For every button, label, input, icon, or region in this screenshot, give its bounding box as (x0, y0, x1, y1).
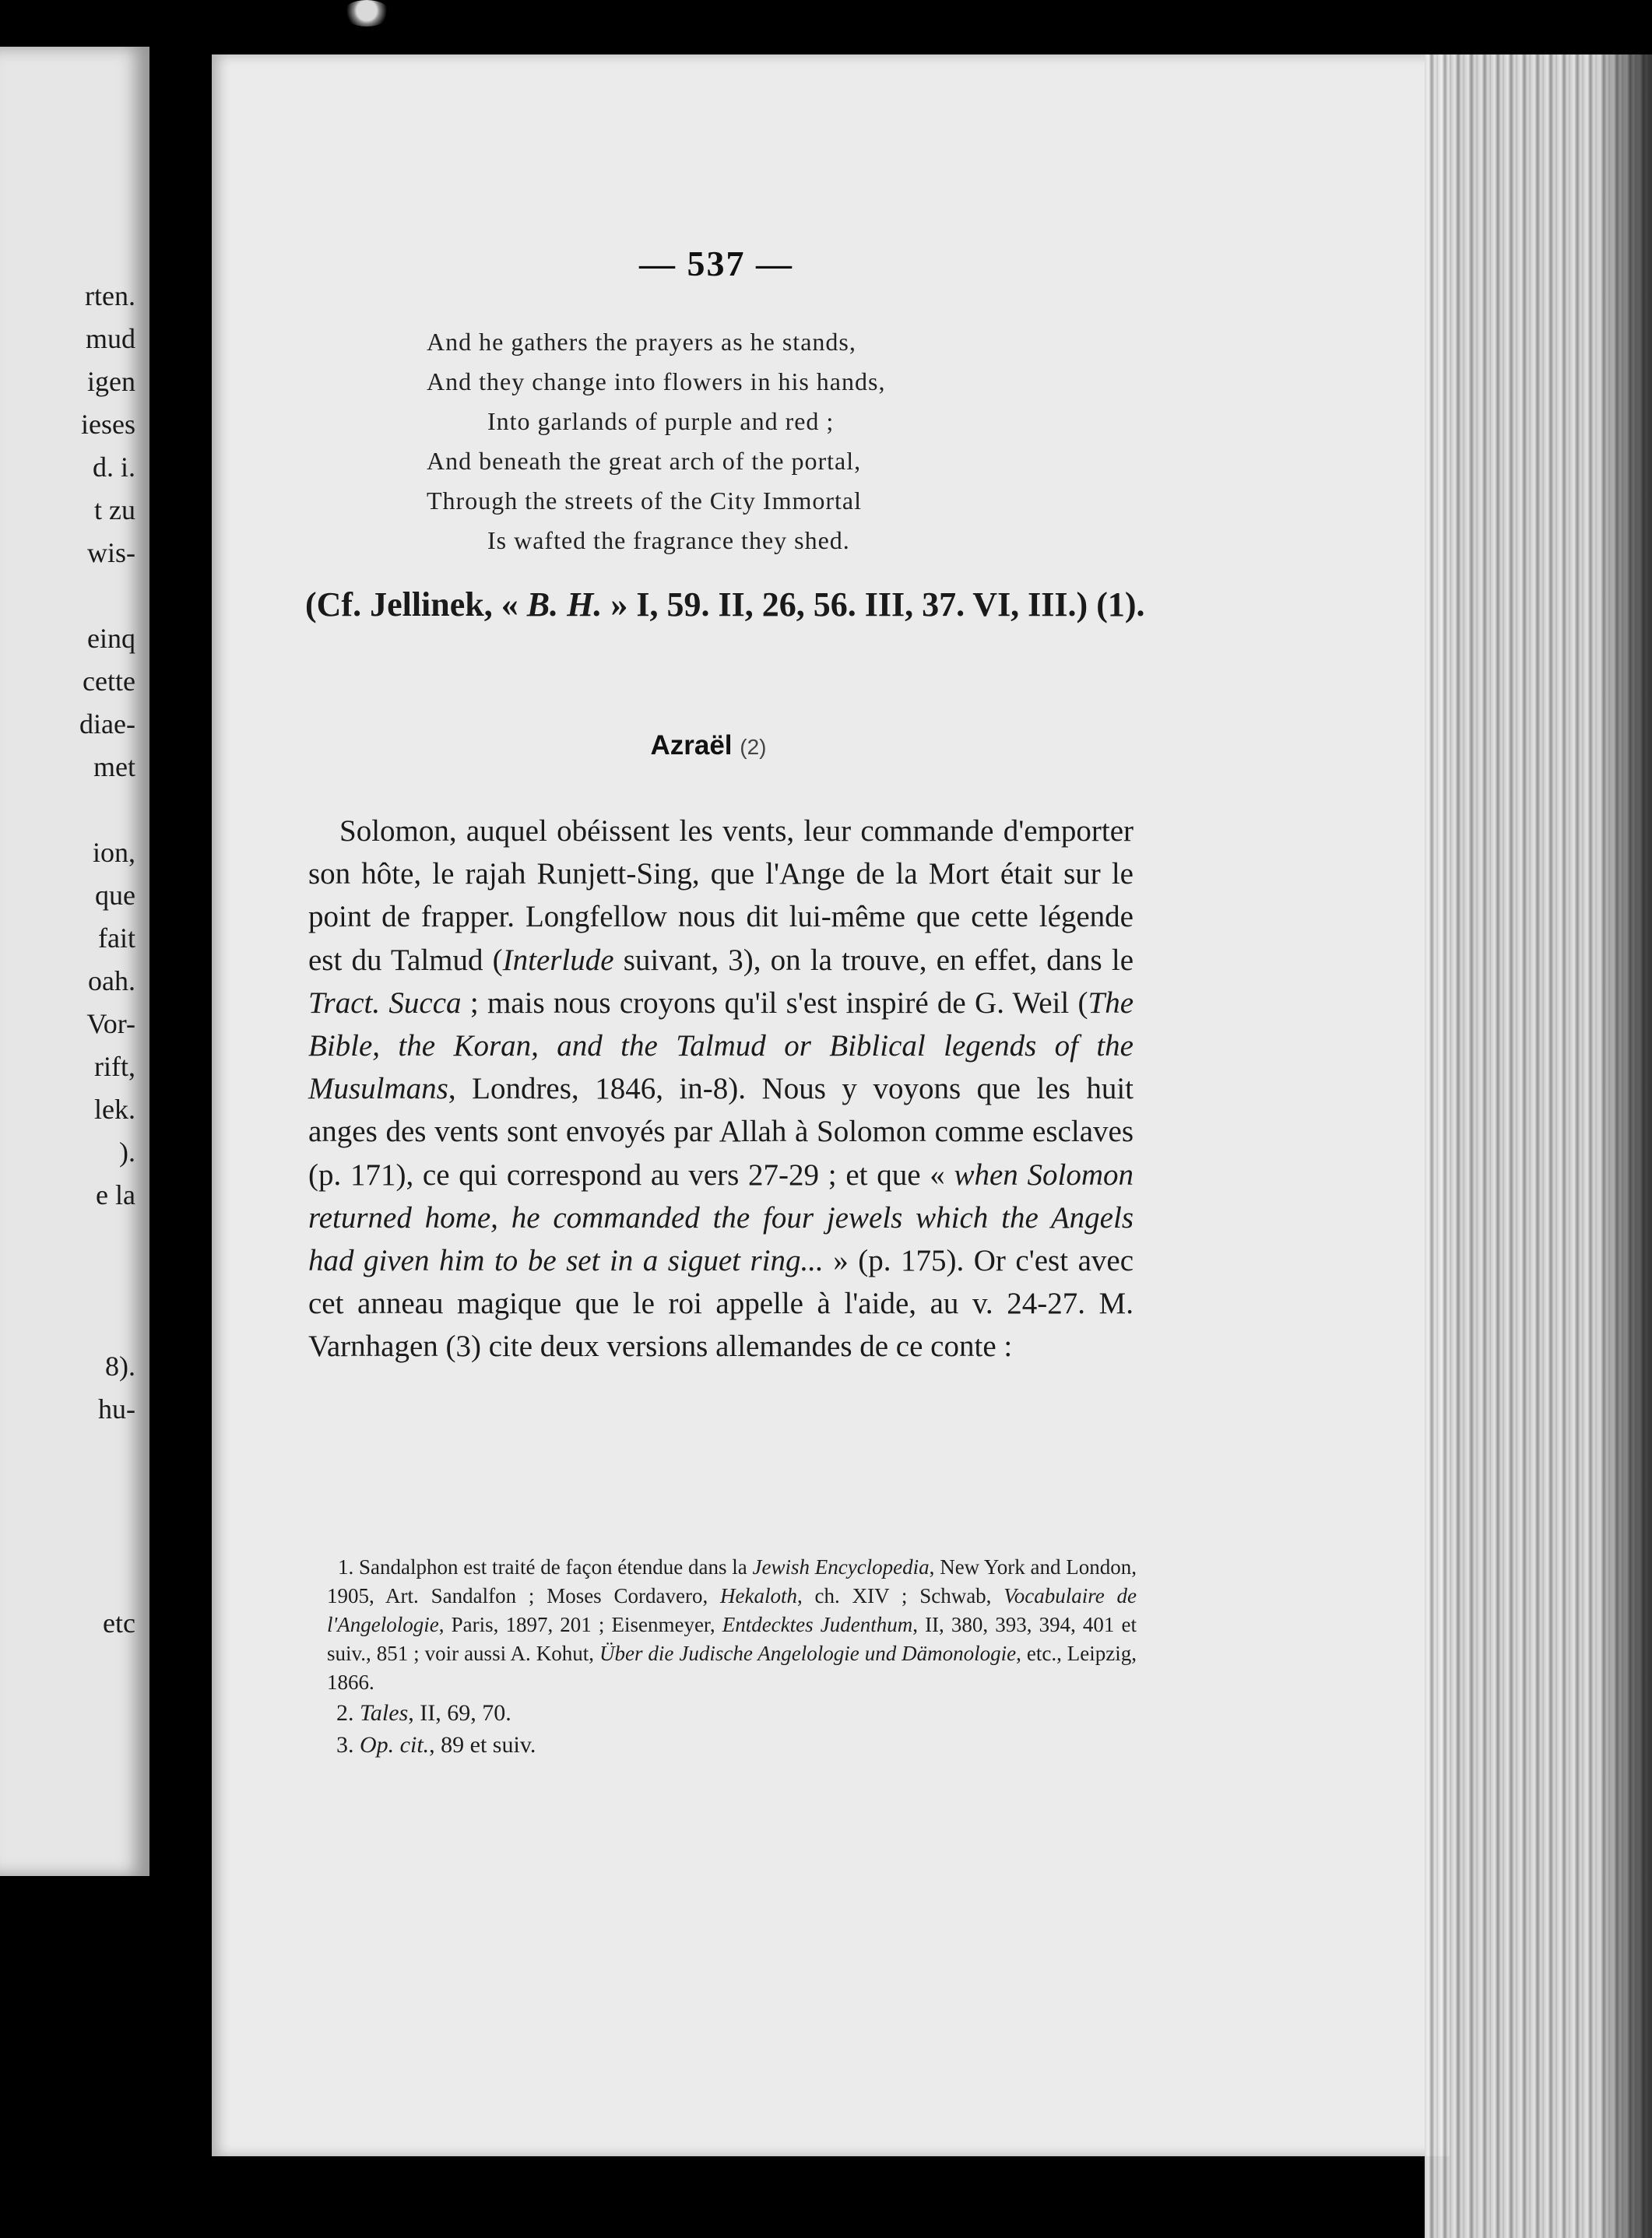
left-facing-page (0, 47, 149, 1876)
left-page-line: rift, (94, 1051, 135, 1082)
left-page-line: lek. (94, 1094, 135, 1125)
left-page-line: que (95, 880, 135, 911)
left-page-line: met (93, 751, 135, 782)
left-page-line: d. i. (92, 451, 135, 483)
left-page-line: diae- (79, 708, 135, 740)
left-page-line: fait (98, 922, 135, 954)
reference-citation: (Cf. Jellinek, « B. H. » I, 59. II, 26, 56. III, 37. VI, III.) (1). (305, 585, 1145, 624)
poem-line: Into garlands of purple and red ; (487, 407, 835, 435)
left-page-line: t zu (94, 494, 135, 525)
poem-line: And they change into flowers in his hands, (427, 367, 886, 395)
section-heading (561, 730, 856, 761)
film-hole-mark (343, 0, 391, 26)
poem-line: And he gathers the prayers as he stands, (427, 328, 856, 356)
left-page-line: igen (87, 366, 135, 397)
left-page-line: ). (119, 1137, 135, 1168)
left-page-line: etc (103, 1607, 135, 1639)
left-page-line: hu- (98, 1393, 135, 1425)
left-page-line: rten. (85, 280, 135, 311)
poem-line: Is wafted the fragrance they shed. (487, 526, 850, 554)
poem-line: And beneath the great arch of the portal, (427, 447, 862, 475)
body-paragraph: Solomon, auquel obéissent les vents, leur commande d'emporter son hôte, le rajah Runjett-Sing, que l'Ange de la Mort était sur le point de frapper. Longfellow nous dit lui-même que cette légende est du Talmud (Interlude suivant, 3), on la trouve, en effet, dans le Tract. Succa ; mais nous croyons qu'il s'est inspiré de G. Weil (The Bible, the Koran, and the Talmud or Biblical legends of the Musulmans, Londres, 1846, in-8). Nous y voyons que les huit anges des vents sont envoyés par Allah à Solomon comme esclaves (p. 171), ce qui correspond au vers 27-29 ; et que « when Solomon returned home, he commanded the four jewels which the Angels had given him to be set in a siguet ring... » (p. 175). Or c'est avec cet anneau magique que le roi appelle à l'aide, au v. 24-27. M. Varnhagen (3) cite deux versions allemandes de ce conte : (308, 814, 1134, 1364)
footnotes (327, 1553, 1137, 1761)
left-page-line: ion, (92, 837, 135, 868)
left-page-line: einq (87, 623, 135, 654)
left-page-line: wis- (87, 537, 135, 568)
left-page-line: oah. (88, 965, 135, 996)
left-page-line: Vor- (86, 1008, 135, 1039)
left-page-line: cette (83, 666, 135, 697)
footnote-ref: (2) (740, 735, 767, 759)
left-page-line: mud (85, 323, 135, 354)
left-page-line: e la (96, 1179, 135, 1210)
page-number: — 537 — (639, 244, 793, 283)
footnote-1: 1. Sandalphon est traité de façon étendue dans la Jewish Encyclopedia, New York and London, 1905, Art. Sandalfon ; Moses Cordavero, Hekaloth, ch. XIV ; Schwab, Vocabulaire de l'Angelologie, Paris, 1897, 201 ; Eisenmeyer, Entdecktes Judenthum, II, 380, 393, 394, 401 et suiv., 851 ; voir aussi A. Kohut, Über die Judische Angelologie und Dämonologie, etc., Leipzig, 1866. (327, 1555, 1137, 1694)
footnote-2: 2. Tales, II, 69, 70. (336, 1700, 511, 1726)
poem-line: Through the streets of the City Immortal (427, 487, 862, 515)
footnote-3: 3. Op. cit., 89 et suiv. (336, 1732, 536, 1758)
section-title: Azraël (650, 730, 733, 761)
left-page-line: ieses (81, 409, 135, 440)
poem-excerpt (427, 322, 1127, 560)
page-edge-shade (1596, 47, 1652, 2238)
left-page-line: 8). (105, 1351, 135, 1382)
